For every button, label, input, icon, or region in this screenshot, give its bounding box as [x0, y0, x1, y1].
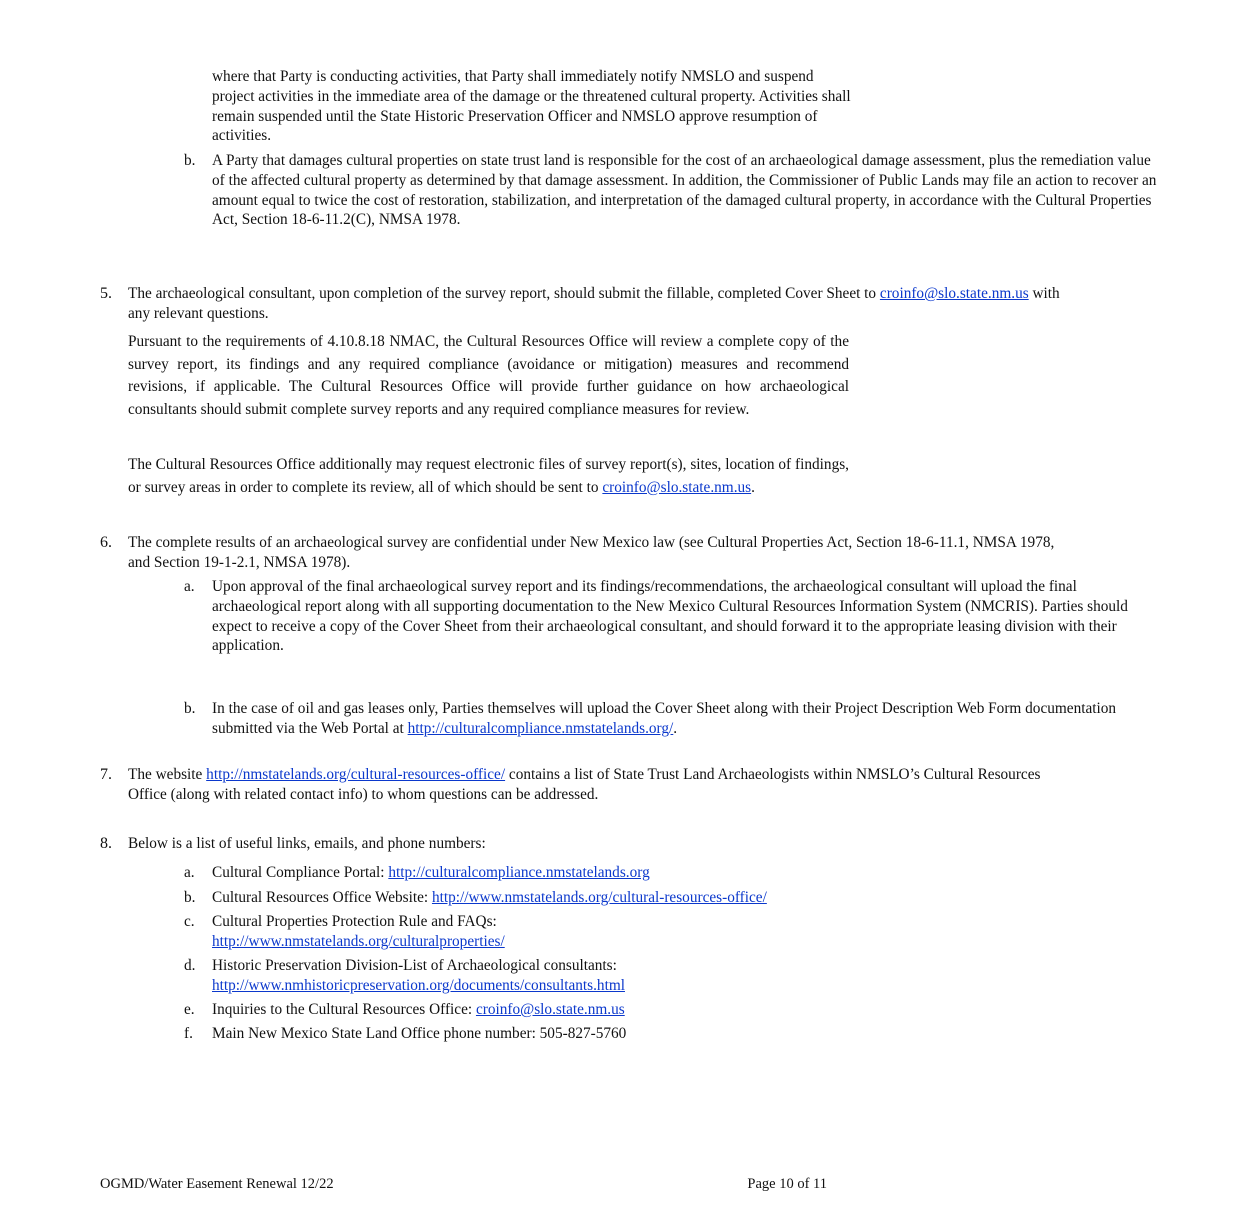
link-cultural-properties-rule[interactable]: http://www.nmstatelands.org/culturalproperties/: [212, 932, 505, 950]
list-label: b.: [184, 152, 196, 169]
paragraph-review: Pursuant to the requirements of 4.10.8.18 NMAC, the Cultural Resources Office will review a complete copy of the survey report, its findings and any required compliance (avoidance or mitigation) measures and recommend revisions, if applicable. The Cultural Resources Office will provide further guidance on how archaeological consultants should submit complete survey reports and any required compliance measures for review.: [128, 333, 849, 418]
item-4a-continuation: where that Party is conducting activities, that Party shall immediately notify NMSLO and suspend project activities in the immediate area of the damage or the threatened cultural property. Activities shall remain suspended until the State Historic Preservation Officer and NMSLO approve resumption of activities.: [212, 68, 851, 145]
useful-link-item: [0, 888, 1252, 908]
list-item-4b: [0, 151, 1252, 230]
list-label: d.: [184, 957, 196, 974]
list-item-text: with any relevant questions.: [128, 285, 1060, 322]
link-description: Cultural Compliance Portal:: [212, 864, 389, 881]
link-consultants-list[interactable]: http://www.nmhistoricpreservation.org/documents/consultants.html: [212, 976, 625, 994]
list-item-5: [0, 284, 1178, 324]
link-cultural-compliance-portal[interactable]: http://culturalcompliance.nmstatelands.org/: [407, 719, 674, 737]
useful-link-item: [0, 1024, 1252, 1044]
email-link-croinfo[interactable]: croinfo@slo.state.nm.us: [602, 478, 752, 496]
list-item-7: [0, 765, 1178, 805]
list-label: a.: [184, 578, 195, 595]
link-cultural-resources-website[interactable]: http://www.nmstatelands.org/cultural-resources-office/: [431, 889, 767, 906]
list-item-text: contains a list of State Trust Land Archaeologists within NMSLO’s Cultural Resources Office (along with related contact info) to whom questions can be addressed.: [128, 766, 1041, 803]
list-label: b.: [184, 889, 196, 906]
useful-link-item: [0, 863, 1252, 883]
footer-document-title: OGMD/Water Easement Renewal 12/22: [100, 1176, 334, 1192]
list-item-text: A Party that damages cultural properties on state trust land is responsible for the cost of an archaeological damage assessment, plus the remediation value of the affected cultural property as determined by that damage assessment. In addition, the Commissioner of Public Lands may file an action to recover an amount equal to twice the cost of restoration, stabilization, and interpretation of the damaged cultural property, in accordance with the Cultural Properties Act, Section 18-6-11.2(C), NMSA 1978.: [212, 152, 1157, 229]
paragraph-text: .: [751, 478, 755, 496]
list-item-text: The website: [128, 766, 207, 783]
useful-link-item: [0, 912, 1252, 952]
list-label: a.: [184, 864, 195, 881]
list-item-6a: [0, 577, 1252, 656]
list-item-6b: [0, 699, 1252, 739]
link-cultural-resources-office[interactable]: http://nmstatelands.org/cultural-resources-office/: [206, 766, 506, 783]
useful-link-item: [0, 1000, 1252, 1020]
list-number: 5.: [100, 285, 112, 302]
list-item-6: [0, 533, 1178, 573]
list-number: 6.: [100, 534, 112, 551]
page-footer: [100, 1175, 827, 1195]
paragraph-electronic-files: [128, 454, 849, 499]
link-description: Historic Preservation Division-List of Archaeological consultants:: [212, 957, 617, 974]
useful-link-item: [0, 956, 1252, 996]
page-number: Page 10 of 11: [747, 1176, 827, 1192]
list-item-8: [0, 834, 1178, 854]
link-description: Cultural Properties Protection Rule and FAQs:: [212, 913, 497, 930]
email-link-croinfo[interactable]: croinfo@slo.state.nm.us: [475, 1001, 625, 1018]
list-label: e.: [184, 1001, 195, 1018]
list-label: f.: [184, 1025, 193, 1042]
list-number: 8.: [100, 835, 112, 852]
link-cultural-compliance-portal[interactable]: http://culturalcompliance.nmstatelands.org: [388, 864, 650, 881]
list-item-text: Upon approval of the final archaeological survey report and its findings/recommendations, the archaeological consultant will upload the final archaeological report along with all supporting documentation to the New Mexico Cultural Resources Information System (NMCRIS). Parties should expect to receive a copy of the Cover Sheet from their archaeological consultant, and should forward it to the appropriate leasing division with their application.: [212, 578, 1128, 655]
list-item-text: The archaeological consultant, upon completion of the survey report, should submit the fillable, completed Cover Sheet to: [128, 285, 880, 302]
paragraph-text: The Cultural Resources Office additionally may request electronic files of survey report(s), sites, location of findings, or survey areas in order to complete its review, all of which should be sent to: [128, 456, 849, 496]
link-description: Cultural Resources Office Website:: [212, 889, 432, 906]
phone-number-text: Main New Mexico State Land Office phone number: 505-827-5760: [212, 1025, 627, 1042]
list-number: 7.: [100, 766, 112, 783]
link-description: Inquiries to the Cultural Resources Office:: [212, 1001, 476, 1018]
list-item-text: In the case of oil and gas leases only, Parties themselves will upload the Cover Sheet along with their Project Description Web Form documentation submitted via the Web Portal at: [212, 700, 1117, 737]
list-item-text: .: [673, 719, 678, 737]
list-item-text: The complete results of an archaeological survey are confidential under New Mexico law (see Cultural Properties Act, Section 18-6-11.1, NMSA 1978, and Section 19-1-2.1, NMSA 1978).: [128, 534, 1055, 571]
list-label: c.: [184, 913, 195, 930]
email-link-croinfo[interactable]: croinfo@slo.state.nm.us: [879, 285, 1029, 302]
list-item-text: Below is a list of useful links, emails, and phone numbers:: [128, 835, 486, 852]
list-label: b.: [184, 700, 196, 717]
